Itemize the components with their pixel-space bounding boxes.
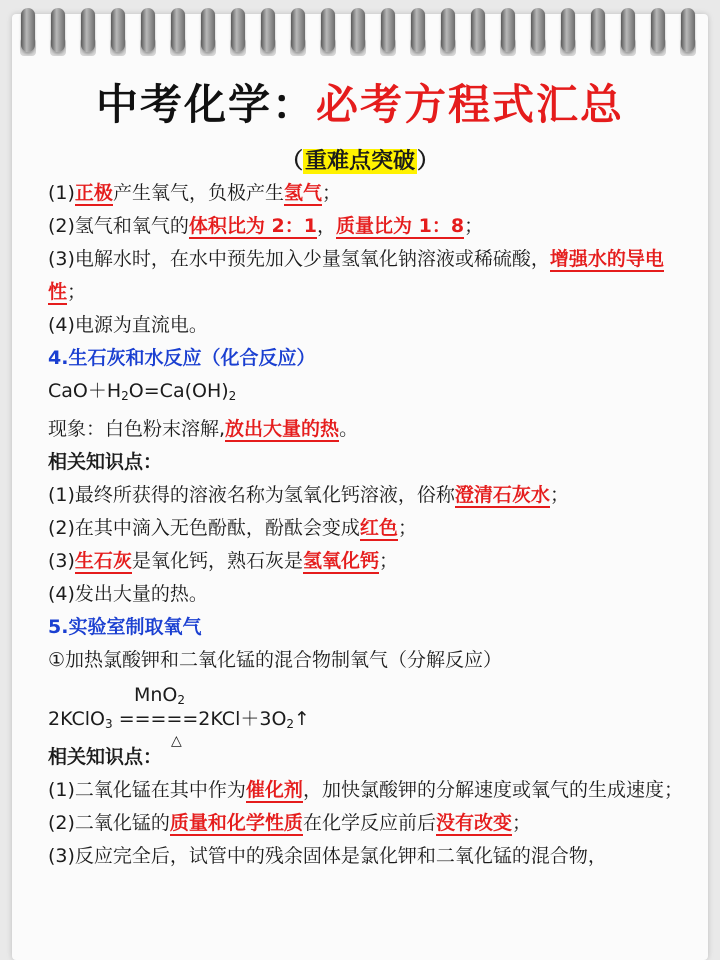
- binding-ring: [231, 8, 245, 52]
- subtitle: [0, 144, 720, 175]
- binding-ring: [531, 8, 545, 52]
- binding-ring: [111, 8, 125, 52]
- note-line-3: [48, 243, 688, 309]
- title-red: 必考方程式汇总: [316, 80, 625, 129]
- page-title: [0, 72, 720, 132]
- heat-condition-icon: △: [171, 733, 182, 749]
- binding-ring: [201, 8, 215, 52]
- text: 2KClO: [48, 708, 106, 730]
- knowledge-heading: 相关知识点：: [48, 451, 163, 473]
- knowledge-line-1: [48, 479, 688, 512]
- title-black: 中考化学：: [95, 80, 316, 129]
- binding-ring: [501, 8, 515, 52]
- binding-ring: [351, 8, 365, 52]
- binding-ring: [51, 8, 65, 52]
- section-heading-4: 4.生石灰和水反应（化合反应）: [48, 347, 316, 369]
- subscript: 3: [105, 717, 113, 731]
- knowledge-line-2: [48, 512, 688, 545]
- equation-kclo3: [48, 677, 688, 749]
- note-line-1: [48, 177, 688, 210]
- text: ；: [511, 812, 531, 834]
- text: ；: [321, 182, 341, 204]
- subtitle-highlight: 重难点突破: [304, 149, 415, 174]
- note-line-4: (4)电源为直流电。: [48, 314, 208, 336]
- binding-ring: [471, 8, 485, 52]
- binding-ring: [681, 8, 695, 52]
- key-term: 红色: [359, 517, 398, 539]
- text: (1): [48, 182, 75, 204]
- text: 现象：白色粉末溶解,: [48, 418, 226, 440]
- knowledge-line-7: (3)反应完全后，试管中的残余固体是氯化钾和二氧化锰的混合物，: [48, 845, 607, 867]
- phenomenon-line: [48, 413, 688, 446]
- binding-ring: [591, 8, 605, 52]
- binding-ring: [291, 8, 305, 52]
- subtitle-open-paren: （: [280, 149, 303, 174]
- key-term: 质量比为 1：8: [336, 215, 465, 237]
- text: O=Ca(OH): [128, 380, 229, 402]
- key-term: 放出大量的热: [225, 418, 340, 440]
- text: 在化学反应前后: [302, 812, 436, 834]
- binding-ring: [381, 8, 395, 52]
- knowledge-heading: 相关知识点：: [48, 746, 163, 768]
- binding-ring: [561, 8, 575, 52]
- binding-ring: [141, 8, 155, 52]
- text: CaO＋H: [48, 380, 122, 402]
- subscript: 2: [177, 693, 186, 707]
- key-term: 没有改变: [435, 812, 512, 834]
- text: (2)氢气和氧气的: [48, 215, 189, 237]
- knowledge-line-5: [48, 774, 688, 807]
- key-term: 催化剂: [245, 779, 303, 801]
- key-term: 增强水的导电性: [48, 248, 664, 303]
- text: ，: [316, 215, 336, 237]
- binding-ring: [171, 8, 185, 52]
- key-term: 体积比为 2：1: [188, 215, 317, 237]
- key-term: 氢气: [283, 182, 322, 204]
- key-term: 澄清石灰水: [454, 484, 550, 506]
- subscript: 2: [228, 389, 237, 403]
- subtitle-close-paren: ）: [417, 149, 440, 174]
- text: (1)最终所获得的溶液名称为氢氧化钙溶液，俗称: [48, 484, 455, 506]
- binding-ring: [441, 8, 455, 52]
- text: 是氧化钙，熟石灰是: [131, 550, 303, 572]
- text: (2)在其中滴入无色酚酞，酚酞会变成: [48, 517, 360, 539]
- knowledge-line-3: [48, 545, 688, 578]
- spiral-binding: [14, 8, 706, 58]
- key-term: 正极: [74, 182, 113, 204]
- text: ；: [67, 281, 87, 303]
- key-term: 生石灰: [74, 550, 132, 572]
- subscript: 2: [121, 389, 129, 403]
- text: =====2KCl＋3O: [112, 708, 287, 730]
- text: (3)电解水时，在水中预先加入少量氢氧化钠溶液或稀硫酸，: [48, 248, 550, 270]
- binding-ring: [621, 8, 635, 52]
- method-line-1: ①加热氯酸钾和二氧化锰的混合物制氧气（分解反应）: [48, 649, 503, 671]
- text: (1)二氧化锰在其中作为: [48, 779, 246, 801]
- section-heading-5: 5.实验室制取氧气: [48, 616, 202, 638]
- text: 产生氧气，负极产生: [112, 182, 284, 204]
- text: ；: [378, 550, 398, 572]
- key-term: 质量和化学性质: [169, 812, 303, 834]
- text: ，加快氯酸钾的分解速度或氧气的生成速度；: [302, 779, 683, 801]
- binding-ring: [81, 8, 95, 52]
- up-arrow: ↑: [294, 708, 310, 730]
- text: ；: [397, 517, 417, 539]
- note-line-2: [48, 210, 688, 243]
- binding-ring: [261, 8, 275, 52]
- knowledge-line-4: (4)发出大量的热。: [48, 583, 208, 605]
- text: 。: [339, 418, 359, 440]
- binding-ring: [321, 8, 335, 52]
- equation-cao: [48, 375, 688, 413]
- binding-ring: [21, 8, 35, 52]
- key-term: 氢氧化钙: [302, 550, 379, 572]
- subscript: 2: [286, 717, 295, 731]
- binding-ring: [411, 8, 425, 52]
- knowledge-line-6: [48, 807, 688, 840]
- binding-ring: [651, 8, 665, 52]
- text: ；: [549, 484, 569, 506]
- text: (3): [48, 550, 75, 572]
- text: MnO: [134, 684, 178, 706]
- text: (2)二氧化锰的: [48, 812, 170, 834]
- notes-content: [48, 177, 688, 873]
- text: ；: [464, 215, 484, 237]
